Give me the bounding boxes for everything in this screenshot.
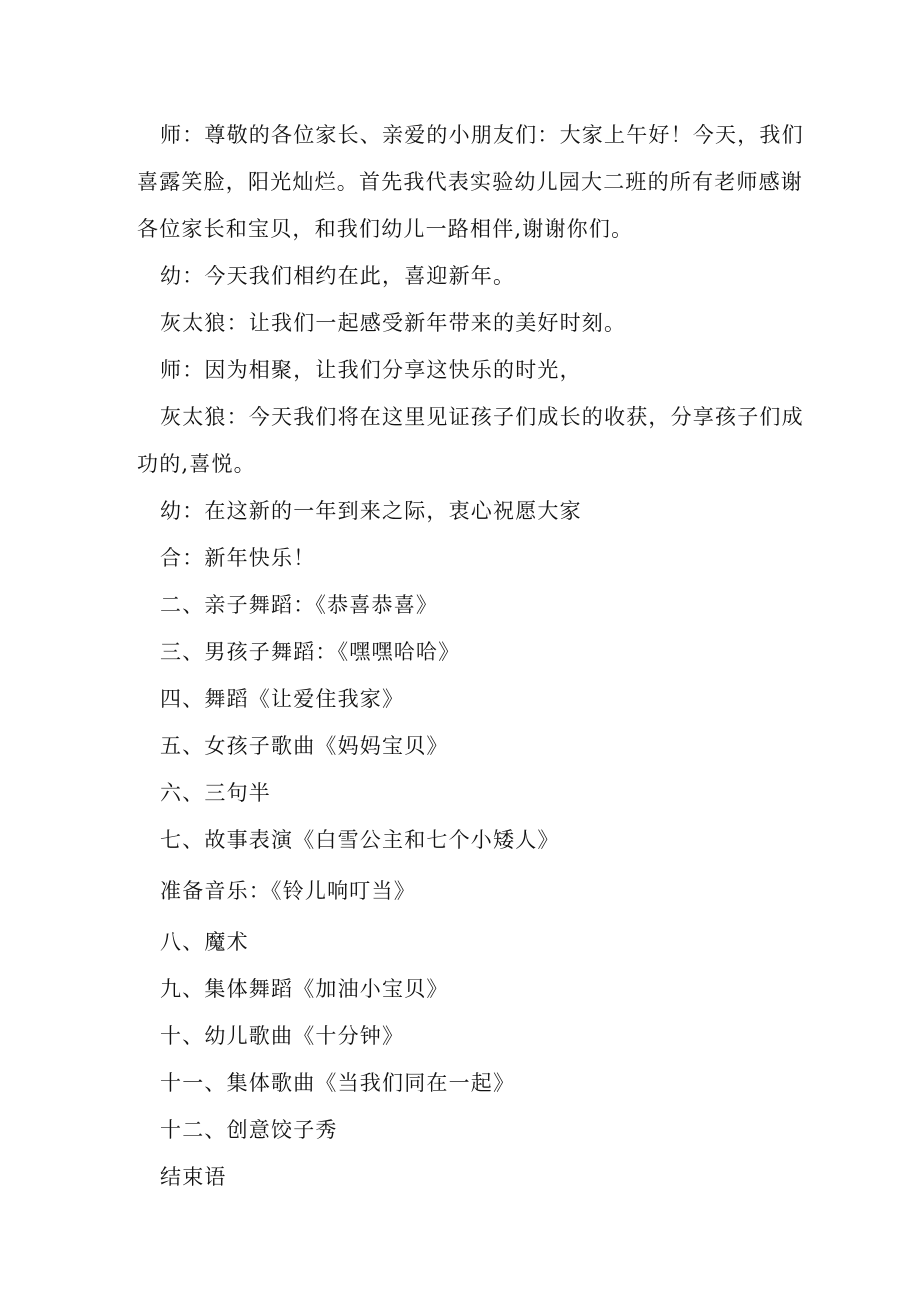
text-line: 喜露笑脸，阳光灿烂。首先我代表实验幼儿园大二班的所有老师感谢 xyxy=(137,170,803,194)
program-item: 十一、集体歌曲《当我们同在一起》 xyxy=(160,1071,516,1095)
text-line: 合：新年快乐！ xyxy=(160,546,316,570)
program-item: 七、故事表演《白雪公主和七个小矮人》 xyxy=(160,828,560,852)
text-line: 功的,喜悦。 xyxy=(137,452,256,476)
program-note: 准备音乐：《铃儿响叮当》 xyxy=(160,879,416,903)
program-item: 五、女孩子歌曲《妈妈宝贝》 xyxy=(160,734,449,758)
text-line: 幼：今天我们相约在此，喜迎新年。 xyxy=(160,264,516,288)
text-line: 师：尊敬的各位家长、亲爱的小朋友们：大家上午好！今天，我们 xyxy=(160,123,804,147)
program-item: 九、集体舞蹈《加油小宝贝》 xyxy=(160,977,449,1001)
program-item: 六、三句半 xyxy=(160,781,271,805)
program-item: 四、舞蹈《让爱住我家》 xyxy=(160,687,405,711)
text-line: 师：因为相聚，让我们分享这快乐的时光， xyxy=(160,358,582,382)
text-line: 幼：在这新的一年到来之际，衷心祝愿大家 xyxy=(160,499,582,523)
program-item: 八、魔术 xyxy=(160,930,249,954)
program-item: 十、幼儿歌曲《十分钟》 xyxy=(160,1024,405,1048)
text-line: 各位家长和宝贝，和我们幼儿一路相伴,谢谢你们。 xyxy=(137,217,634,241)
closing-remarks: 结束语 xyxy=(160,1165,227,1189)
program-item: 二、亲子舞蹈：《恭喜恭喜》 xyxy=(160,593,439,617)
program-item: 三、男孩子舞蹈：《嘿嘿哈哈》 xyxy=(160,640,461,664)
program-item: 十二、创意饺子秀 xyxy=(160,1118,338,1142)
text-line: 灰太狼：今天我们将在这里见证孩子们成长的收获，分享孩子们成 xyxy=(160,405,804,429)
text-line: 灰太狼：让我们一起感受新年带来的美好时刻。 xyxy=(160,311,627,335)
